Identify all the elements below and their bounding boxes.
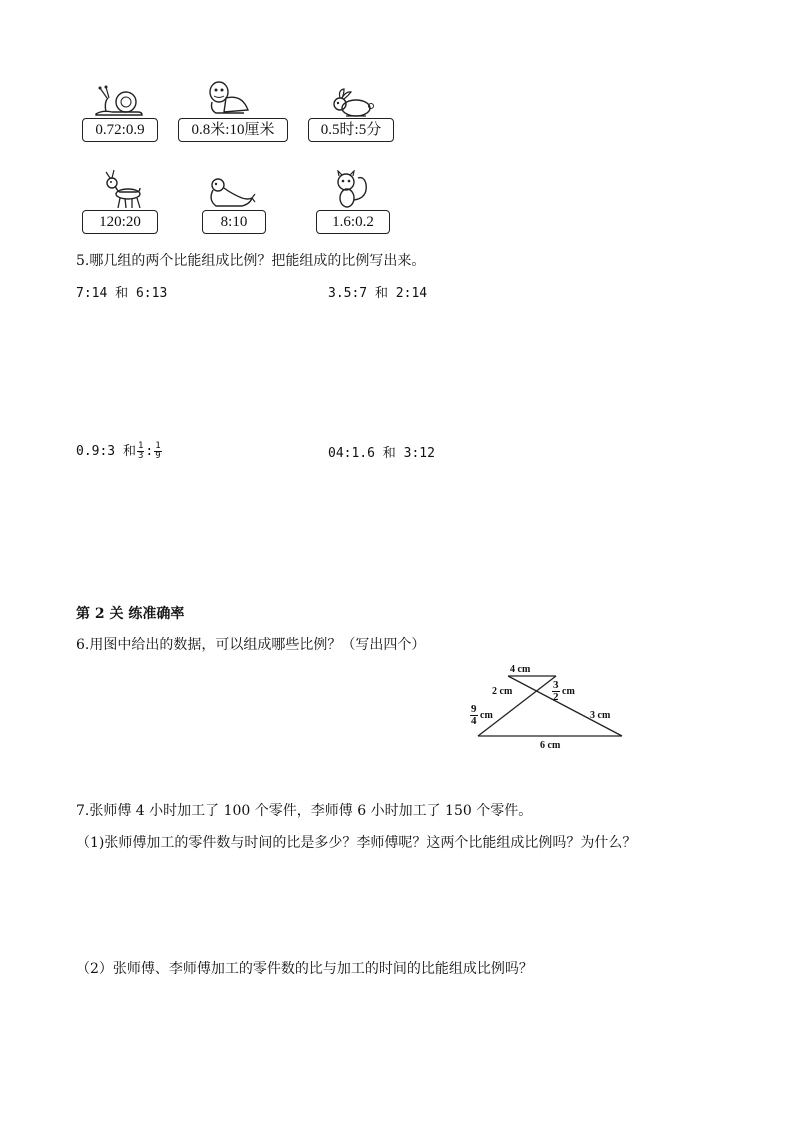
q5-pair-b: 3.5:7 和 2:14 [328, 286, 428, 301]
right-small-num: 3 [553, 679, 559, 691]
ratio-box-squirrel: 1.6:0.2 [316, 210, 390, 234]
left-big-unit: cm [480, 709, 493, 721]
q7-sub2: （2）张师傅、李师傅加工的零件数的比与加工的时间的比能组成比例吗？ [76, 961, 533, 977]
label-bottom: 6 cm [540, 740, 561, 751]
q7-title: 7.张师傅 4 小时加工了 100 个零件，李师傅 6 小时加工了 150 个零件。 [76, 803, 533, 819]
label-right-big: 3 cm [590, 710, 611, 721]
label-right-small [552, 680, 575, 703]
frac2-denominator: 9 [155, 451, 161, 461]
label-left-small: 2 cm [492, 686, 513, 697]
seal-icon [202, 176, 256, 210]
frac1-denominator: 3 [137, 451, 144, 461]
q5-pair-c-prefix: 0.9:3 和 [76, 444, 136, 459]
q5-pair-a: 7:14 和 6:13 [76, 286, 168, 301]
section-2-title: 第 2 关 练准确率 [76, 606, 185, 622]
deer-icon [100, 168, 146, 210]
ratio-box-deer: 120:20 [82, 210, 158, 234]
right-small-fraction [552, 680, 560, 703]
turtle-icon [204, 80, 254, 118]
left-big-fraction [470, 704, 478, 727]
q5-title: 5.哪几组的两个比能组成比例？把能组成的比例写出来。 [76, 253, 426, 269]
q5-pair-c-colon: : [145, 444, 154, 459]
frac2-numerator: 1 [155, 441, 161, 451]
right-small-unit: cm [562, 685, 575, 697]
q5-pair-d: 04:1.6 和 3:12 [328, 446, 435, 461]
q6-title: 6.用图中给出的数据，可以组成哪些比例？（写出四个） [76, 637, 426, 653]
fraction-one-ninth [154, 442, 161, 461]
squirrel-icon [330, 170, 372, 210]
fraction-one-third [137, 442, 144, 461]
frac1-numerator: 1 [137, 441, 144, 451]
left-big-num: 9 [471, 703, 477, 715]
label-left-big [470, 704, 493, 727]
ratio-box-snail: 0.72:0.9 [82, 118, 158, 142]
right-small-den: 2 [553, 691, 559, 703]
ratio-box-rabbit: 0.5时:5分 [308, 118, 394, 142]
ratio-box-seal: 8:10 [202, 210, 266, 234]
ratio-box-turtle: 0.8米:10厘米 [178, 118, 288, 142]
rabbit-icon [326, 88, 374, 118]
q5-pair-c [76, 440, 163, 461]
snail-icon [92, 84, 144, 118]
q7-sub1: （1)张师傅加工的零件数与时间的比是多少？李师傅呢？这两个比能组成比例吗？为什么？ [76, 835, 637, 851]
label-top: 4 cm [510, 664, 531, 675]
left-big-den: 4 [471, 715, 477, 727]
